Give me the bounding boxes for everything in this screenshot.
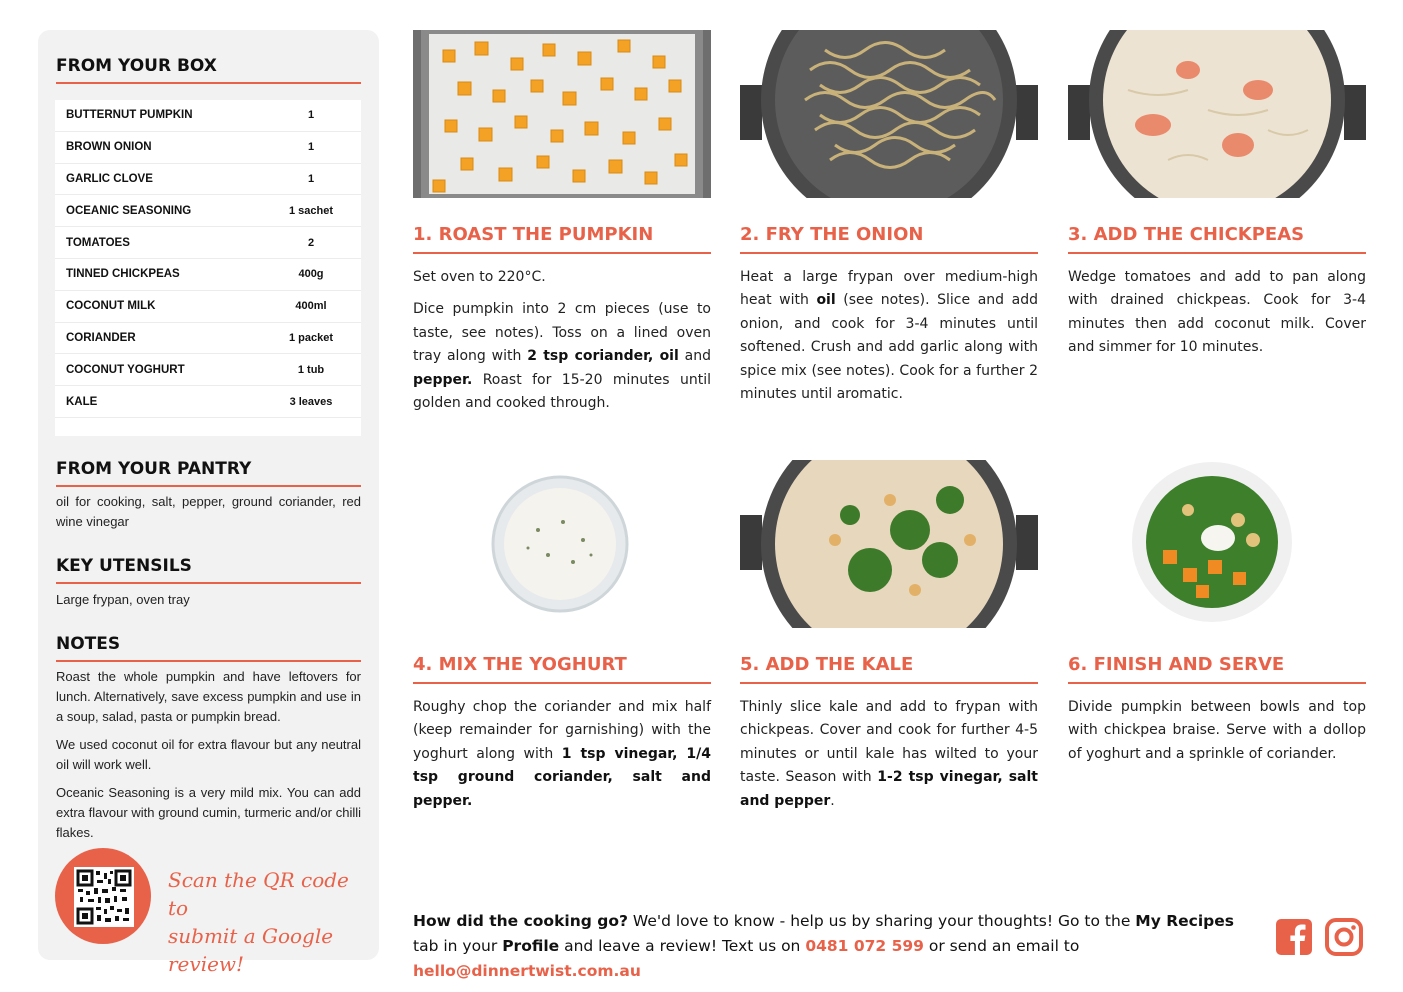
ingredient-name: COCONUT YOGHURT [66,363,185,376]
ingredient-qty: 1 [307,141,315,154]
ingredients-sidebar [38,30,379,976]
utensils-text: Large frypan, oven tray [56,592,190,607]
notes-title: NOTES [56,634,361,662]
photo-yoghurt-bowl [413,460,711,628]
step-6-text [1068,696,1366,775]
ingredient-qty: 2 [307,236,315,249]
text-run: Roast for 15-20 minutes until golden and cooked through. [413,371,711,412]
step-4-title: 4. MIX THE YOGHURT [413,654,711,684]
step-text-line: Wedge tomatoes and add to pan along with drained chickpeas. Cook for 3-4 minutes then add coconut milk. Cover and simmer for 10 minutes. [1068,269,1366,356]
ingredient-name: GARLIC CLOVE [66,172,153,185]
table-row [55,195,361,227]
ingredient-qty: 1 packet [288,331,334,344]
note-item: We used coconut oil for extra flavour but any neutral oil will work well. [56,737,361,772]
email-link[interactable]: hello@dinnertwist.com.au [413,962,641,980]
text-bold: 1-2 tsp vinegar, salt and pepper [740,769,1038,809]
utensils-title: KEY UTENSILS [56,556,361,584]
ingredient-name: BUTTERNUT PUMPKIN [66,109,193,122]
instagram-icon[interactable] [1325,918,1363,956]
table-row [55,132,361,164]
photo-onion-pan [740,30,1038,198]
text-run: (see notes). Slice and add onion, and cook for 3-4 minutes until softened. Crush and add garlic along with spice mix (see notes). Cook for a further 2 minutes until aromatic. [740,292,1038,403]
text-run: tab in your [413,937,503,955]
note-item: Roast the whole pumpkin and have leftovers for lunch. Alternatively, save excess pumpkin and use in a soup, salad, pasta or pumpkin bread. [56,669,361,724]
ingredient-qty: 400g [298,268,324,281]
step-text-line: Divide pumpkin between bowls and top with chickpea braise. Serve with a dollop of yoghurt and a sprinkle of coriander. [1068,699,1366,762]
photo-chickpea-pan [1068,30,1366,198]
table-row [55,227,361,259]
table-row [55,354,361,386]
ingredient-qty: 3 leaves [289,395,333,408]
photo-pumpkin-tray [413,30,711,198]
ingredient-qty: 1 sachet [288,204,334,217]
ingredient-name: OCEANIC SEASONING [66,204,192,217]
step-6-title: 6. FINISH AND SERVE [1068,654,1366,684]
text-run: Roughy chop the coriander and mix half (keep remainder for garnishing) with the yoghurt along with [413,699,711,762]
text-bold: 1 tsp vinegar, 1/4 tsp ground coriander, salt and pepper. [413,745,712,809]
ingredient-name: TINNED CHICKPEAS [66,268,180,281]
text-run: and [678,348,711,365]
feedback-footer [413,909,1263,984]
step-1-text [413,266,711,424]
text-run: and leave a review! Text us on [559,937,806,955]
step-5-text [740,696,1038,822]
ingredient-qty: 1 [307,172,315,185]
ingredient-qty: 1 tub [297,363,325,376]
text-bold: pepper. [413,371,473,388]
qr-code-icon [74,867,134,927]
table-row [55,323,361,355]
step-3-title: 3. ADD THE CHICKPEAS [1068,224,1366,254]
table-row [55,164,361,196]
pantry-text: oil for cooking, salt, pepper, ground coriander, red wine vinegar [56,494,361,529]
ingredient-name: TOMATOES [66,236,130,249]
ingredient-name: BROWN ONION [66,141,152,154]
pantry-title: FROM YOUR PANTRY [56,459,361,487]
text-bold: 2 tsp coriander, oil [527,348,679,365]
qr-badge[interactable] [55,848,151,944]
ingredient-name: COCONUT MILK [66,300,156,313]
qr-text-line: submit a Google review! [168,924,334,976]
step-2-title: 2. FRY THE ONION [740,224,1038,254]
notes-text [56,667,361,851]
step-1-title: 1. ROAST THE PUMPKIN [413,224,711,254]
facebook-icon[interactable] [1275,918,1313,956]
box-title: FROM YOUR BOX [56,56,361,84]
table-row [55,100,361,132]
text-run: . [830,792,835,809]
ingredient-name: CORIANDER [66,331,136,344]
photo-kale-pan [740,460,1038,628]
step-text-line [413,298,711,415]
ingredient-name: KALE [66,395,98,408]
box-ingredients-table [55,100,361,436]
step-3-text [1068,266,1366,369]
text-run: Heat a large frypan over medium-high heat with [740,269,1038,309]
text-run: or send an email to [923,937,1080,955]
step-text-line: Set oven to 220°C. [413,269,546,285]
footer-question: How did the cooking go? [413,912,628,930]
qr-text-line: Scan the QR code to [168,868,349,920]
table-row [55,386,361,418]
text-bold: oil [816,292,836,309]
profile-label: Profile [502,937,560,955]
my-recipes-label: My Recipes [1135,912,1234,930]
qr-review-text [168,866,368,978]
step-5-title: 5. ADD THE KALE [740,654,1038,684]
ingredient-qty: 400ml [295,300,327,313]
step-2-text [740,266,1038,415]
table-row [55,291,361,323]
ingredient-qty: 1 [307,109,315,122]
photo-serving-bowl [1068,460,1366,628]
text-run: Dice pumpkin into 2 cm pieces (use to taste, see notes). Toss on a lined oven tray along with [413,301,711,365]
note-item: Oceanic Seasoning is a very mild mix. You can add extra flavour with ground cumin, turmeric and/or chilli flakes. [56,785,361,840]
table-row [55,259,361,291]
phone-link[interactable]: 0481 072 599 [805,937,924,955]
text-run: Thinly slice kale and add to frypan with chickpeas. Cover and cook for further 4-5 minutes or until kale has wilted to your taste. Season with [740,699,1038,786]
text-run: We'd love to know - help us by sharing your thoughts! Go to the [627,912,1136,930]
step-4-text [413,696,711,822]
